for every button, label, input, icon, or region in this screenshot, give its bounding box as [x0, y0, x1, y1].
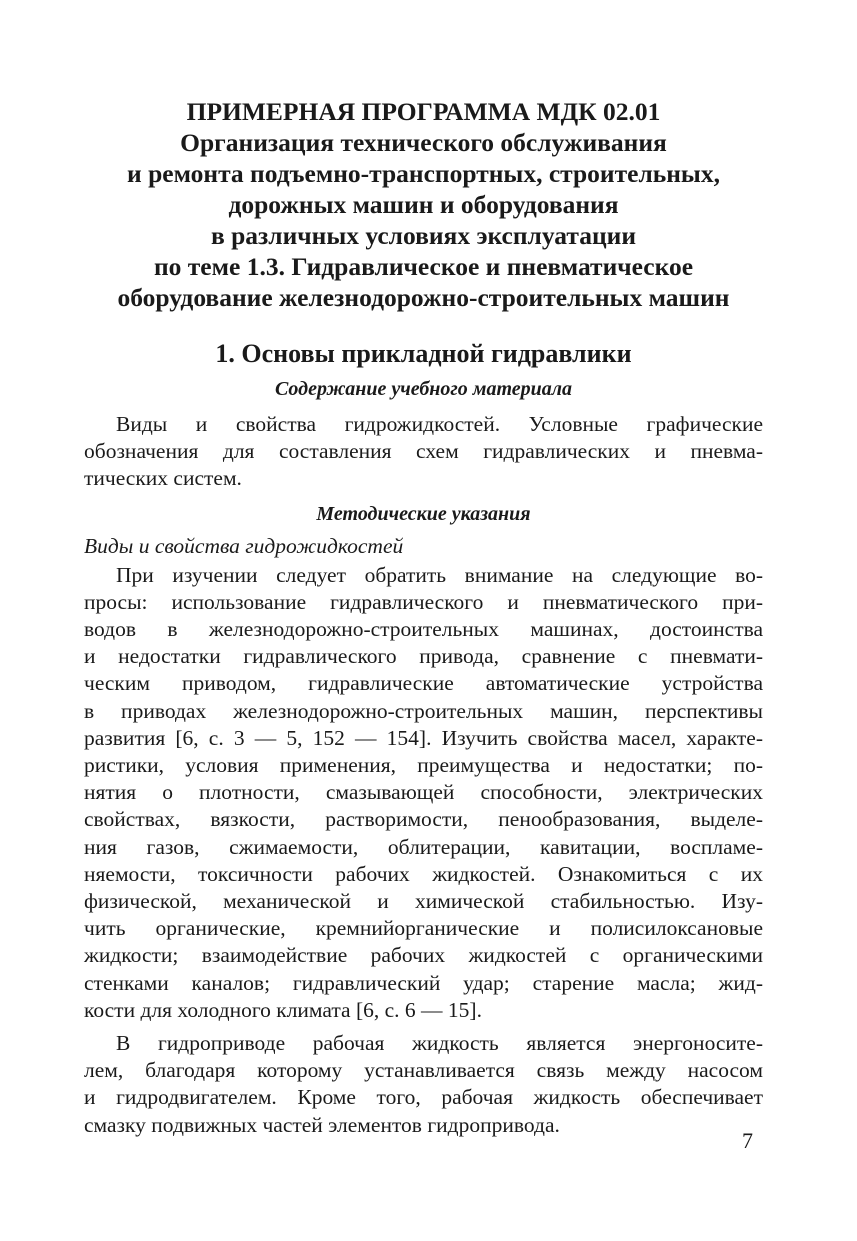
page-number: 7 — [742, 1128, 753, 1153]
paragraph-line: ческим приводом, гидравлические автоматические устройства — [84, 671, 763, 696]
body-paragraph-2 — [84, 1030, 763, 1139]
topic-heading: Виды и свойства гидрожидкостей — [84, 533, 404, 558]
paragraph-line: тических систем. — [84, 466, 242, 491]
paragraph-line: ристики, условия применения, преимущества и недостатки; по- — [84, 753, 763, 778]
section-title: 1. Основы прикладной гидравлики — [215, 339, 632, 368]
paragraph-line: жидкости; взаимодействие рабочих жидкостей с органическими — [84, 943, 763, 968]
paragraph-line: свойствах, вязкости, растворимости, пенообразования, выделе- — [84, 807, 763, 832]
paragraph-line: В гидроприводе рабочая жидкость является энергоносите- — [116, 1031, 763, 1056]
body-paragraph-1 — [84, 562, 763, 1024]
title-line: и ремонта подъемно-транспортных, строительных, — [127, 159, 720, 188]
paragraph-line: ния газов, сжимаемости, облитерации, кавитации, воспламе- — [84, 834, 763, 859]
content-paragraph — [84, 411, 763, 493]
paragraph-line: обозначения для составления схем гидравлических и пневма- — [84, 439, 763, 464]
paragraph-line: чить органические, кремнийорганические и полисилоксановые — [84, 916, 763, 941]
paragraph-line: нятия о плотности, смазывающей способности, электрических — [84, 780, 763, 805]
paragraph-line: и недостатки гидравлического привода, сравнение с пневмати- — [84, 644, 763, 669]
paragraph-line: просы: использование гидравлического и пневматического при- — [84, 589, 763, 614]
title-line: оборудование железнодорожно-строительных машин — [117, 283, 730, 312]
paragraph-line: смазку подвижных частей элементов гидропривода. — [84, 1112, 560, 1137]
content-heading: Содержание учебного материала — [274, 378, 573, 400]
paragraph-line: развития [6, с. 3 — 5, 152 — 154]. Изучить свойства масел, характе- — [84, 725, 763, 750]
methodical-heading: Методические указания — [316, 502, 531, 525]
paragraph-line: лем, благодаря которому устанавливается связь между насосом — [84, 1058, 763, 1083]
title-line: дорожных машин и оборудования — [228, 190, 619, 219]
title-line: по теме 1.3. Гидравлическое и пневматическое — [153, 252, 694, 281]
title-line: ПРИМЕРНАЯ ПРОГРАММА МДК 02.01 — [186, 97, 661, 126]
paragraph-line: При изучении следует обратить внимание на следующие во- — [116, 562, 763, 587]
program-title — [84, 96, 763, 313]
paragraph-line: в приводах железнодорожно-строительных машин, перспективы — [84, 698, 763, 723]
paragraph-line: Виды и свойства гидрожидкостей. Условные графические — [116, 412, 763, 436]
paragraph-line: стенками каналов; гидравлический удар; старение масла; жид- — [84, 970, 763, 995]
paragraph-line: няемости, токсичности рабочих жидкостей. Ознакомиться с их — [84, 861, 763, 886]
paragraph-line: физической, механической и химической стабильностью. Изу- — [84, 889, 763, 914]
title-line: Организация технического обслуживания — [180, 128, 667, 157]
paragraph-line: и гидродвигателем. Кроме того, рабочая жидкость обеспечивает — [84, 1085, 763, 1110]
paragraph-line: кости для холодного климата [6, с. 6 — 15]. — [84, 997, 482, 1022]
paragraph-line: водов в железнодорожно-строительных машинах, достоинства — [84, 617, 763, 642]
title-line: в различных условиях эксплуатации — [210, 221, 637, 250]
document-page — [84, 96, 763, 1139]
